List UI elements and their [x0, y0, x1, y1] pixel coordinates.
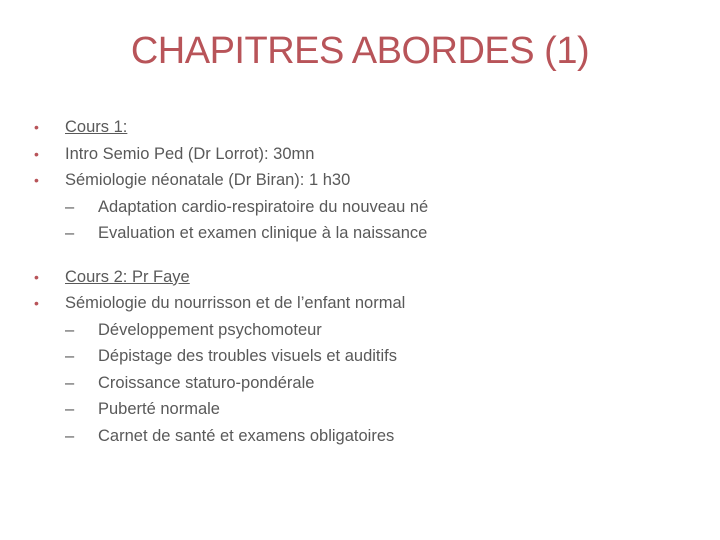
sub-list-item: [34, 317, 694, 344]
sub-list-item: [34, 220, 694, 247]
bullet-icon: •: [34, 172, 39, 188]
dash-icon: –: [65, 224, 75, 242]
section-gap: [34, 247, 694, 264]
dash-icon: –: [65, 373, 75, 392]
list-item-text: Sémiologie néonatale (Dr Biran): 1 h30: [65, 171, 351, 189]
list-item-cours-2: [34, 264, 694, 291]
bullet-icon: •: [34, 295, 39, 311]
list-item: [34, 141, 694, 168]
cours-2-label: Cours 2: Pr Faye: [65, 267, 190, 286]
sub-list-item: [34, 343, 694, 370]
dash-icon: –: [65, 426, 75, 445]
sub-list-item: [34, 194, 694, 221]
list-item: [34, 167, 694, 194]
list-item-text: Intro Semio Ped (Dr Lorrot): 30mn: [65, 144, 315, 163]
bullet-icon: •: [34, 119, 39, 135]
sub-list-item: [34, 396, 694, 423]
sub-list-item-text: Adaptation cardio-respiratoire du nouveau né: [98, 197, 429, 216]
cours-1-label: Cours 1:: [65, 118, 128, 136]
list-item: [34, 290, 694, 317]
sub-list-item-text: Croissance staturo-pondérale: [98, 373, 315, 392]
sub-list-item-text: Carnet de santé et examens obligatoires: [98, 426, 395, 445]
list-item-cours-1: [34, 114, 694, 141]
sub-list-item-text: Puberté normale: [98, 400, 220, 418]
dash-icon: –: [65, 320, 75, 339]
sub-list-item-text: Evaluation et examen clinique à la naissance: [98, 224, 428, 242]
sub-list-item-text: Dépistage des troubles visuels et auditifs: [98, 347, 397, 365]
sub-list-item: [34, 423, 694, 450]
bullet-icon: •: [34, 145, 39, 162]
sub-list-item-text: Développement psychomoteur: [98, 320, 322, 339]
slide-title: CHAPITRES ABORDES (1): [130, 30, 590, 72]
list-item-text: Sémiologie du nourrisson et de l’enfant normal: [65, 294, 406, 312]
slide-content: [34, 114, 694, 449]
dash-icon: –: [65, 400, 75, 418]
bullet-icon: •: [34, 268, 39, 285]
sub-list-item: [34, 370, 694, 397]
dash-icon: –: [65, 347, 75, 365]
dash-icon: –: [65, 197, 75, 216]
